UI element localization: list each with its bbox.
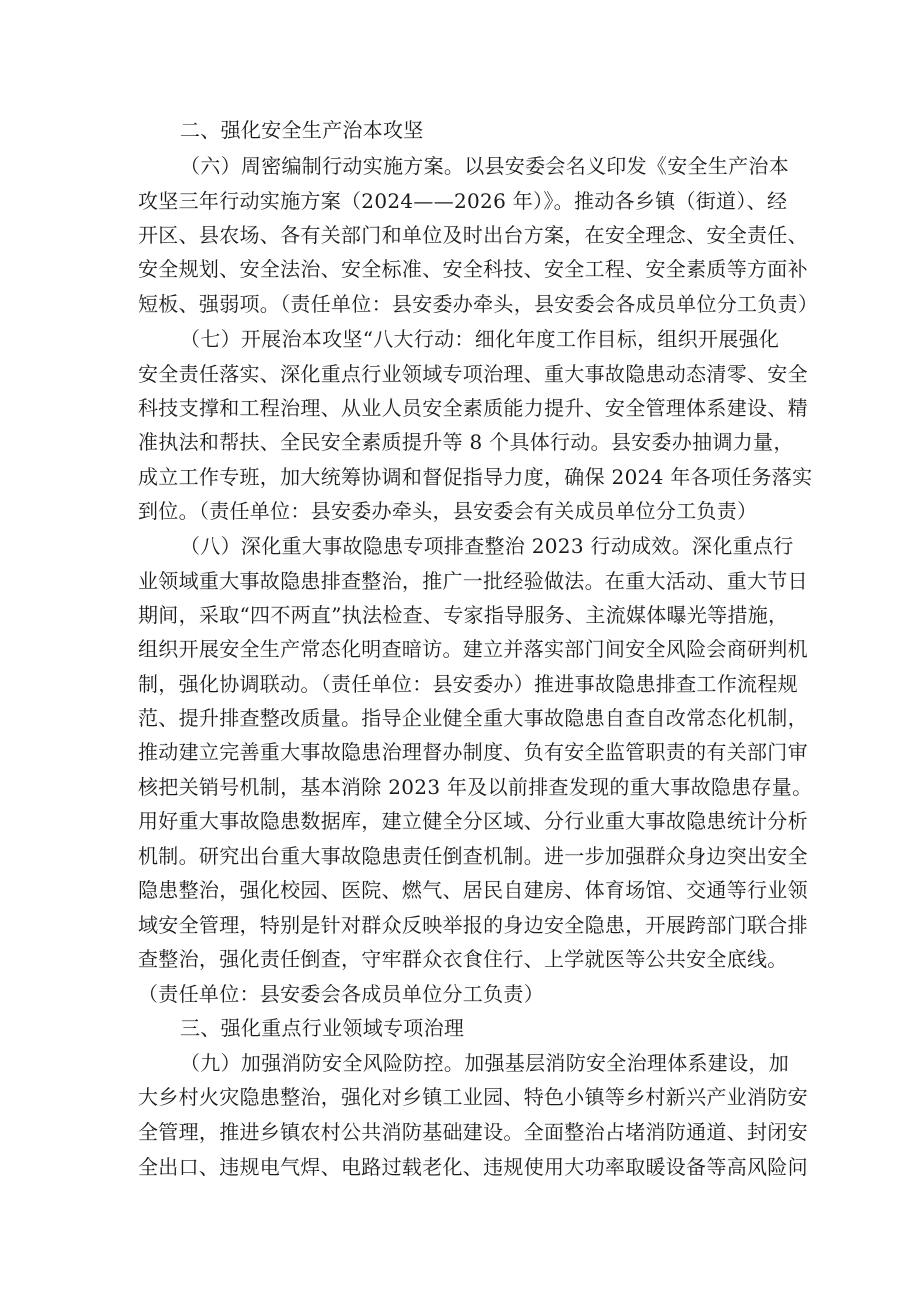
paragraph-line: 推动建立完善重大事故隐患治理督办制度、负有安全监管职责的有关部门审	[138, 740, 808, 764]
paragraph-line: 组织开展安全生产常态化明查暗访。建立并落实部门间安全风险会商研判机	[138, 637, 808, 661]
paragraph-line: 期间，采取“四不两直”执法检查、专家指导服务、主流媒体曝光等措施，	[138, 603, 789, 627]
paragraph-line: 范、提升排查整改质量。指导企业健全重大事故隐患自查自改常态化机制，	[138, 706, 808, 730]
paragraph-line: 短板、强弱项。（责任单位：县安委办牵头，县安委会各成员单位分工负责）	[138, 292, 819, 316]
paragraph-line: 业领域重大事故隐患排查整治，推广一批经验做法。在重大活动、重大节日	[138, 569, 808, 593]
paragraph-line: 全管理，推进乡镇农村公共消防基础建设。全面整治占堵消防通道、封闭安	[138, 1120, 808, 1144]
paragraph-line: 隐患整治，强化校园、医院、燃气、居民自建房、体育场馆、交通等行业领	[138, 878, 808, 902]
paragraph-line: 准执法和帮扶、全民安全素质提升等 8 个具体行动。县安委办抽调力量，	[138, 430, 794, 454]
paragraph-line: （八）深化重大事故隐患专项排查整治 2023 行动成效。深化重点行	[180, 534, 794, 558]
paragraph-line: （九）加强消防安全风险防控。加强基层消防安全治理体系建设，加	[180, 1051, 789, 1075]
paragraph-line: 大乡村火灾隐患整治，强化对乡镇工业园、特色小镇等乡村新兴产业消防安	[138, 1085, 808, 1109]
paragraph-line: （六）周密编制行动实施方案。以县安委会名义印发《安全生产治本	[180, 154, 789, 178]
section-heading-3: 三、强化重点行业领域专项治理	[180, 1016, 465, 1040]
paragraph-line: 安全责任落实、深化重点行业领域专项治理、重大事故隐患动态清零、安全	[138, 362, 808, 386]
paragraph-line: （七）开展治本攻坚“八大行动：细化年度工作目标，组织开展强化	[180, 327, 780, 351]
paragraph-line: 成立工作专班，加大统筹协调和督促指导力度，确保 2024 年各项任务落实	[138, 465, 813, 489]
paragraph-line: 域安全管理，特别是针对群众反映举报的身边安全隐患，开展跨部门联合排	[138, 913, 808, 937]
paragraph-line: 攻坚三年行动实施方案（2024——2026 年）》。推动各乡镇（街道）、经	[138, 189, 788, 213]
paragraph-line: 安全规划、安全法治、安全标准、安全科技、安全工程、安全素质等方面补	[138, 257, 808, 281]
paragraph-line: 机制。研究出台重大事故隐患责任倒查机制。进一步加强群众身边突出安全	[138, 844, 808, 868]
paragraph-line: 开区、县农场、各有关部门和单位及时出台方案，在安全理念、安全责任、	[138, 223, 808, 247]
paragraph-line: 制，强化协调联动。（责任单位：县安委办）推进事故隐患排查工作流程规	[138, 672, 798, 696]
paragraph-line: 查整治，强化责任倒查，守牢群众衣食住行、上学就医等公共安全底线。	[138, 947, 788, 971]
paragraph-line: 科技支撑和工程治理、从业人员安全素质能力提升、安全管理体系建设、精	[138, 396, 808, 420]
paragraph-line: （责任单位：县安委会各成员单位分工负责）	[138, 982, 544, 1006]
paragraph-line: 用好重大事故隐患数据库，建立健全分区域、分行业重大事故隐患统计分析	[138, 809, 808, 833]
section-heading-2: 二、强化安全生产治本攻坚	[180, 118, 424, 142]
paragraph-line: 全出口、违规电气焊、电路过载老化、违规使用大功率取暖设备等高风险问	[138, 1155, 808, 1179]
paragraph-line: 到位。（责任单位：县安委办牵头，县安委会有关成员单位分工负责）	[138, 499, 758, 523]
paragraph-line: 核把关销号机制，基本消除 2023 年及以前排查发现的重大事故隐患存量。	[138, 775, 813, 799]
